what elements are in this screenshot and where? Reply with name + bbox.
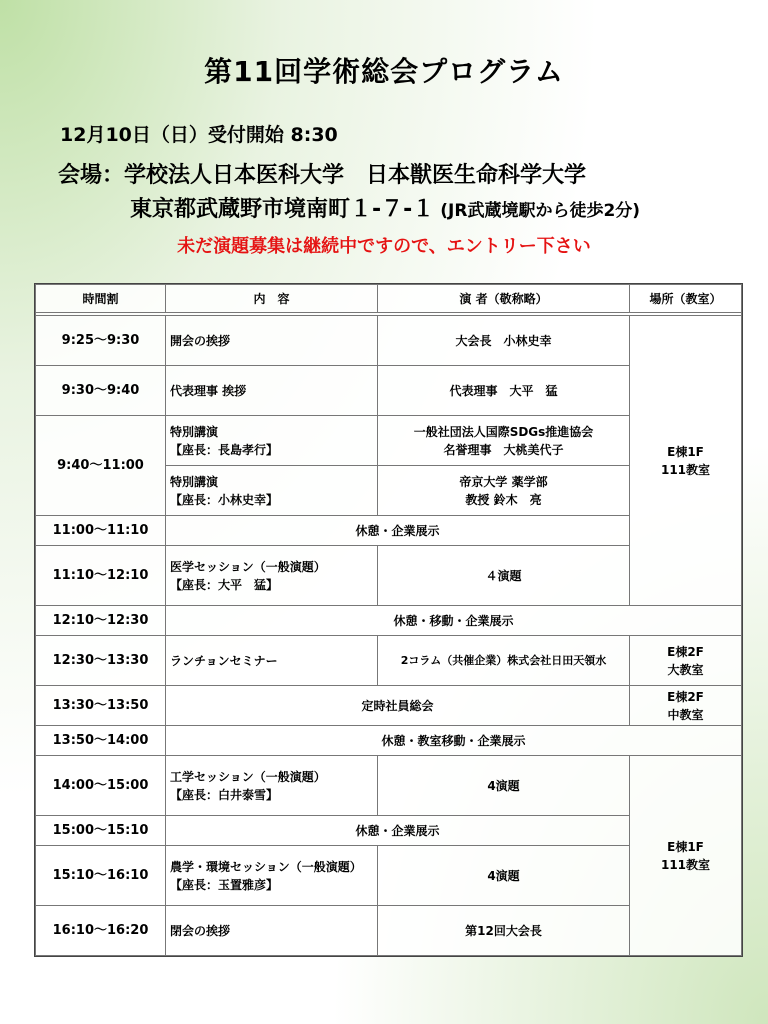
speaker-cell: 4演題	[378, 846, 630, 906]
time-cell: 15:00～15:10	[36, 816, 166, 846]
speaker-cell: 大会長 小林史幸	[378, 316, 630, 366]
speaker-cell: 第12回大会長	[378, 906, 630, 956]
content-cell	[166, 416, 378, 466]
content-cell: 休憩・企業展示	[166, 516, 630, 546]
time-cell: 13:30～13:50	[36, 686, 166, 726]
room-line: E棟2F	[667, 689, 704, 704]
room-cell	[630, 686, 742, 726]
time-cell: 14:00～15:00	[36, 756, 166, 816]
speaker-cell	[378, 466, 630, 516]
content-cell: ランチョンセミナー	[166, 636, 378, 686]
time-cell: 16:10～16:20	[36, 906, 166, 956]
speaker-cell: ４演題	[378, 546, 630, 606]
speaker-name: 教授 鈴木 亮	[465, 492, 542, 507]
session-chair: 【座長：玉置雅彦】	[170, 877, 279, 892]
venue-line-1	[58, 158, 586, 189]
time-cell: 9:30～9:40	[36, 366, 166, 416]
room-cell	[630, 316, 742, 606]
header-speaker: 演 者（敬称略）	[378, 285, 630, 313]
time-cell: 13:50～14:00	[36, 726, 166, 756]
header-time: 時間割	[36, 285, 166, 313]
page-title: 第11回学術総会プログラム	[204, 55, 564, 88]
content-cell: 閉会の挨拶	[166, 906, 378, 956]
speaker-affiliation: 一般社団法人国際SDGs推進協会	[413, 424, 594, 439]
session-title: 農学・環境セッション（一般演題）	[170, 859, 362, 874]
session-title: 特別講演	[170, 424, 219, 439]
time-cell: 9:25～9:30	[36, 316, 166, 366]
time-cell: 11:00～11:10	[36, 516, 166, 546]
header-room: 場所（教室）	[630, 285, 742, 313]
session-chair: 【座長：大平 猛】	[170, 577, 279, 592]
event-date: 12月10日（日）受付開始 8:30	[60, 124, 338, 146]
speaker-cell: 4演題	[378, 756, 630, 816]
session-chair: 【座長：小林史幸】	[170, 492, 279, 507]
content-cell: 休憩・移動・企業展示	[166, 606, 742, 636]
table-row	[36, 316, 742, 366]
content-cell	[166, 466, 378, 516]
content-cell: 休憩・企業展示	[166, 816, 630, 846]
content-cell	[166, 546, 378, 606]
room-line: 111教室	[660, 462, 711, 477]
table-header-row	[36, 285, 742, 313]
room-line: E棟1F	[667, 444, 704, 459]
table-row	[36, 636, 742, 686]
speaker-cell	[378, 416, 630, 466]
session-title: 工学セッション（一般演題）	[170, 769, 326, 784]
room-line: E棟1F	[667, 839, 704, 854]
room-cell	[630, 756, 742, 956]
speaker-name: 名誉理事 大桃美代子	[443, 442, 564, 457]
speaker-affiliation: 帝京大学 薬学部	[459, 474, 548, 489]
speaker-cell: 代表理事 大平 猛	[378, 366, 630, 416]
time-cell: 11:10～12:10	[36, 546, 166, 606]
table-row	[36, 756, 742, 816]
program-table	[35, 284, 742, 956]
venue-access: (JR武蔵境駅から徒歩2分)	[440, 201, 641, 221]
content-cell: 代表理事 挨拶	[166, 366, 378, 416]
venue-line-2	[130, 192, 640, 223]
venue-univ-2: 日本獣医生命科学大学	[366, 163, 587, 188]
notice-text: 未だ演題募集は継続中ですので、エントリー下さい	[177, 236, 591, 257]
time-cell: 12:30～13:30	[36, 636, 166, 686]
content-cell: 休憩・教室移動・企業展示	[166, 726, 742, 756]
table-row	[36, 606, 742, 636]
content-cell: 定時社員総会	[166, 686, 630, 726]
table-row	[36, 686, 742, 726]
room-line: E棟2F	[667, 644, 704, 659]
content-cell	[166, 846, 378, 906]
time-cell: 9:40～11:00	[36, 416, 166, 516]
time-cell: 15:10～16:10	[36, 846, 166, 906]
room-line: 中教室	[667, 707, 704, 722]
session-chair: 【座長：長島孝行】	[170, 442, 279, 457]
content-cell	[166, 756, 378, 816]
time-cell: 12:10～12:30	[36, 606, 166, 636]
header-content: 内 容	[166, 285, 378, 313]
session-title: 医学セッション（一般演題）	[170, 559, 326, 574]
room-line: 大教室	[667, 662, 704, 677]
room-line: 111教室	[660, 857, 711, 872]
session-chair: 【座長：白井泰雪】	[170, 787, 279, 802]
venue-univ-1: 会場：学校法人日本医科大学	[58, 163, 345, 188]
table-row	[36, 726, 742, 756]
room-cell	[630, 636, 742, 686]
venue-address: 東京都武蔵野市境南町１-７-１	[130, 197, 435, 222]
session-title: 特別講演	[170, 474, 219, 489]
content-cell: 開会の挨拶	[166, 316, 378, 366]
speaker-cell: 2コラム（共催企業）株式会社日田天領水	[378, 636, 630, 686]
